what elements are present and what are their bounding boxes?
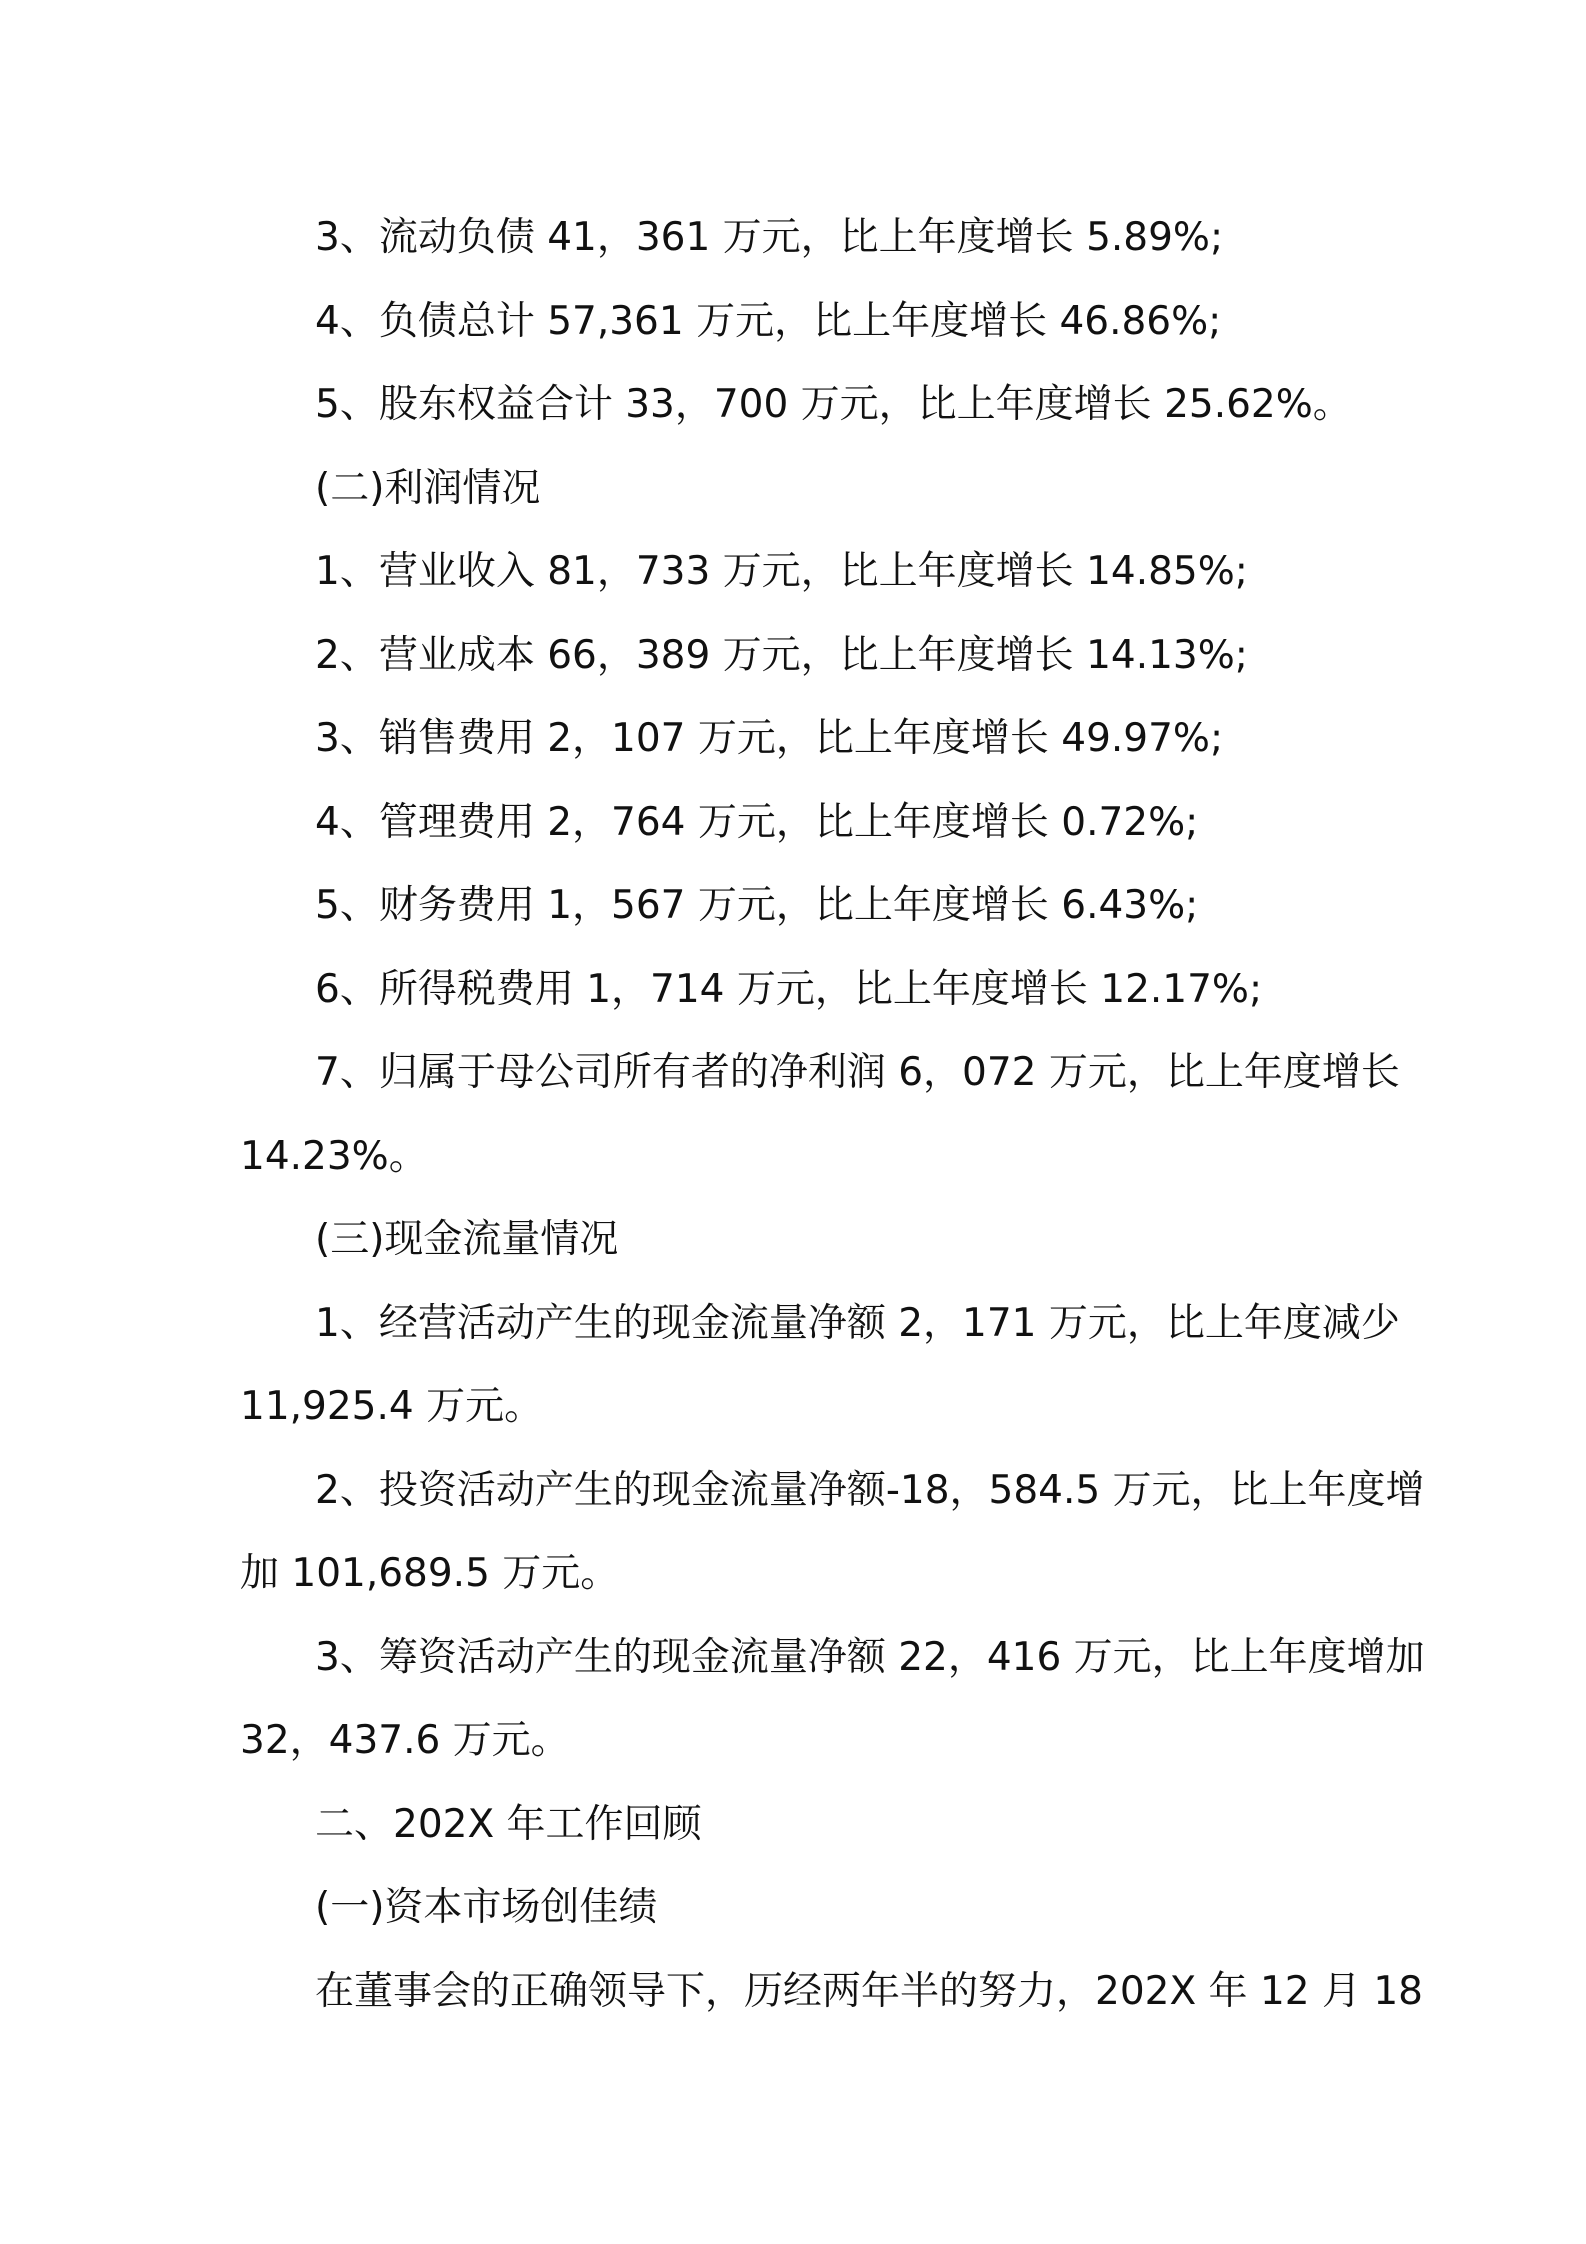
financing-cashflow-line-1: 3、筹资活动产生的现金流量净额 22，416 万元，比上年度增加: [315, 1634, 1425, 1680]
operating-revenue-line: 1、营业收入 81，733 万元，比上年度增长 14.85%;: [315, 549, 1248, 594]
profit-section-heading: (二)利润情况: [315, 465, 541, 511]
cashflow-section-heading: (三)现金流量情况: [315, 1217, 619, 1262]
operating-cashflow-line-1: 1、经营活动产生的现金流量净额 2，171 万元，比上年度减少: [315, 1300, 1400, 1346]
net-profit-line-2: 14.23%。: [240, 1133, 428, 1179]
total-liabilities-line: 4、负债总计 57,361 万元，比上年度增长 46.86%;: [315, 298, 1222, 344]
income-tax-line: 6、所得税费用 1，714 万元，比上年度增长 12.17%;: [315, 966, 1263, 1012]
operating-cashflow-line-2: 11,925.4 万元。: [240, 1384, 544, 1429]
operating-cost-line: 2、营业成本 66，389 万元，比上年度增长 14.13%;: [315, 632, 1248, 678]
financing-cashflow-line-2: 32，437.6 万元。: [240, 1718, 570, 1763]
document-body: [240, 196, 1425, 2033]
shareholder-equity-line: 5、股东权益合计 33，700 万元，比上年度增长 25.62%。: [315, 382, 1352, 427]
admin-expense-line: 4、管理费用 2，764 万元，比上年度增长 0.72%;: [315, 799, 1199, 845]
capital-market-subheading: (一)资本市场创佳绩: [315, 1885, 658, 1930]
finance-expense-line: 5、财务费用 1，567 万元，比上年度增长 6.43%;: [315, 883, 1199, 928]
capital-market-paragraph: 在董事会的正确领导下，历经两年半的努力，202X 年 12 月 18: [315, 1968, 1423, 2014]
current-liabilities-line: 3、流动负债 41，361 万元，比上年度增长 5.89%;: [315, 215, 1224, 260]
net-profit-line-1: 7、归属于母公司所有者的净利润 6，072 万元，比上年度增长: [315, 1050, 1400, 1095]
investing-cashflow-line-2: 加 101,689.5 万元。: [240, 1551, 620, 1596]
selling-expense-line: 3、销售费用 2，107 万元，比上年度增长 49.97%;: [315, 716, 1224, 761]
work-review-heading: 二、202X 年工作回顾: [315, 1801, 702, 1847]
investing-cashflow-line-1: 2、投资活动产生的现金流量净额-18，584.5 万元，比上年度增: [315, 1467, 1425, 1513]
